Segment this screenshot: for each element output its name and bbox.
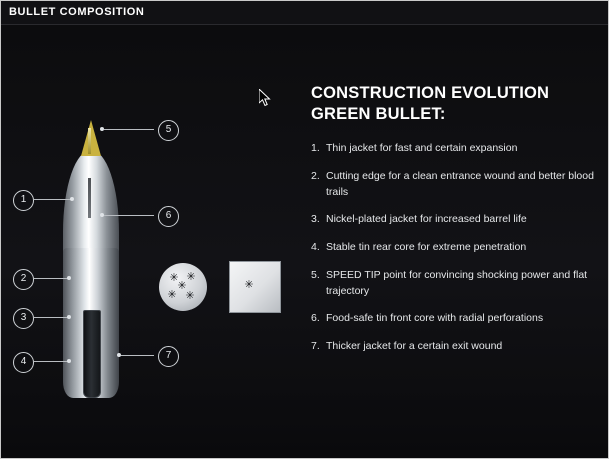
leader-dot-3 [67,315,71,319]
perforation-mark-icon: ✳ [177,280,187,292]
list-item-text: Nickel-plated jacket for increased barrel life [326,213,527,226]
leader-dot-6 [100,213,104,217]
leader-dot-1 [70,197,74,201]
list-item-number: 6. [311,312,320,325]
leader-line-4 [34,361,69,362]
bullet-tip-highlight [88,128,91,154]
marker-4 [13,352,34,373]
leader-dot-2 [67,276,71,280]
bullet-cannelure [88,178,91,218]
perforation-mark-icon: ✳ [167,289,177,301]
list-item [311,169,596,201]
leader-dot-7 [117,353,121,357]
bullet-ogive [63,150,119,255]
list-item [311,339,596,355]
marker-7 [158,346,179,367]
list-item-text: Thin jacket for fast and certain expansion [326,142,518,155]
marker-2-label: 2 [20,273,27,284]
list-item-text: Food-safe tin front core with radial perforations [326,312,544,325]
list-item-number: 4. [311,241,320,254]
list-item-text: Thicker jacket for a certain exit wound [326,340,503,353]
content-area [1,25,609,459]
marker-2 [13,269,34,290]
marker-7-label: 7 [165,350,172,361]
marker-6-label: 6 [165,210,172,221]
construction-panel [311,83,596,367]
page-title: BULLET COMPOSITION [9,6,145,18]
list-item [311,268,596,300]
marker-1-label: 1 [20,194,27,205]
list-item [311,212,596,228]
leader-line-1 [34,199,72,200]
list-item [311,141,596,157]
list-item-number: 5. [311,268,320,281]
bullet-tip [81,120,101,156]
page-header [1,1,609,25]
perforation-mark-icon: ✳ [244,279,254,291]
marker-4-label: 4 [20,356,27,367]
panel-heading: CONSTRUCTION EVOLUTION GREEN BULLET: [311,84,550,124]
marker-6 [158,206,179,227]
leader-line-6 [104,215,154,216]
marker-1 [13,190,34,211]
list-item [311,240,596,256]
bullet-illustration [63,120,119,405]
marker-3-label: 3 [20,312,27,323]
marker-3 [13,308,34,329]
perforation-mark-icon: ✳ [186,271,196,283]
perforation-mark-icon: ✳ [169,272,179,284]
leader-line-3 [34,317,69,318]
list-item [311,311,596,327]
construction-feature-list [311,141,596,355]
list-item-number: 2. [311,169,320,182]
perforation-mark-icon: ✳ [185,290,195,302]
bullet-diagram [1,25,301,459]
list-item-text: Cutting edge for a clean entrance wound and better blood trails [326,169,594,198]
marker-5-label: 5 [165,124,172,135]
list-item-number: 1. [311,142,320,155]
list-item-number: 3. [311,213,320,226]
list-item-text: Stable tin rear core for extreme penetration [326,241,527,254]
leader-line-2 [34,278,69,279]
leader-dot-4 [67,359,71,363]
list-item-number: 7. [311,340,320,353]
inset-front-core-photo [159,263,207,311]
marker-5 [158,120,179,141]
leader-line-5 [104,129,154,130]
list-item-text: SPEED TIP point for convincing shocking power and flat trajectory [326,268,588,297]
cutting-edge-profile-icon [236,261,281,313]
leader-line-7 [121,355,154,356]
bullet-rear-core [83,310,101,398]
leader-dot-5 [100,127,104,131]
inset-cutting-edge-photo [229,261,281,313]
